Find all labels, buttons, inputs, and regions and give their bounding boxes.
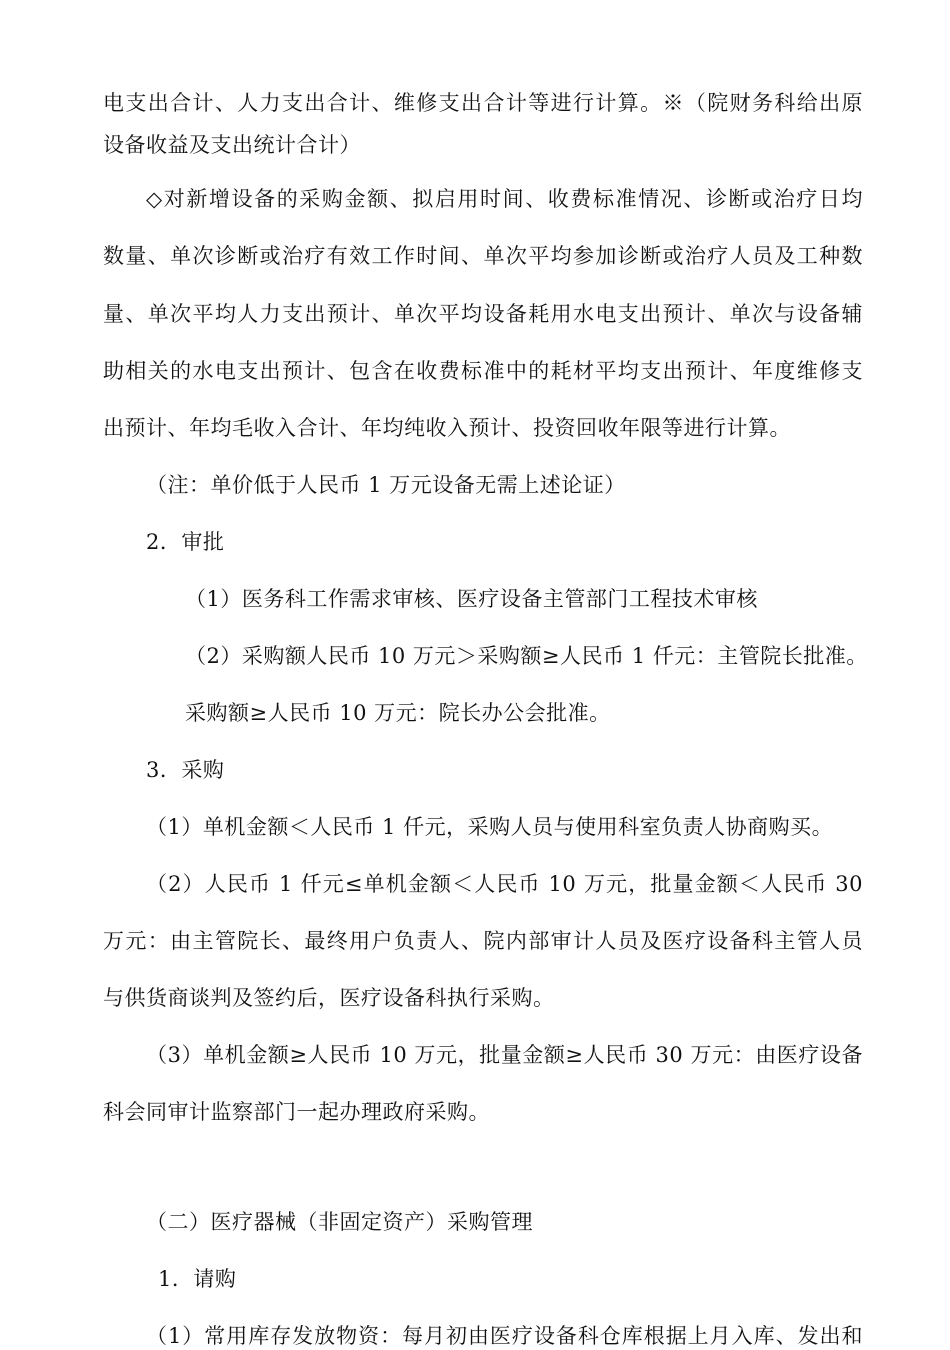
list-item: （2）采购额人民币 10 万元＞采购额≥人民币 1 仟元：主管院长批准。 xyxy=(185,644,868,668)
list-item: （1）医务科工作需求审核、医疗设备主管部门工程技术审核 xyxy=(185,587,758,611)
note-line: （注：单价低于人民币 1 万元设备无需上述论证） xyxy=(146,473,626,497)
paragraph-line: 设备收益及支出统计合计） xyxy=(103,133,361,157)
list-item: （2）人民币 1 仟元≤单机金额＜人民币 10 万元，批量金额＜人民币 30 xyxy=(146,872,863,896)
paragraph-line: 出预计、年均毛收入合计、年均纯收入预计、投资回收年限等进行计算。 xyxy=(103,416,791,440)
list-item: （1）单机金额＜人民币 1 仟元，采购人员与使用科室负责人协商购买。 xyxy=(146,815,834,839)
paragraph-line: 万元：由主管院长、最终用户负责人、院内部审计人员及医疗设备科主管人员 xyxy=(103,929,863,953)
paragraph-line: 科会同审计监察部门一起办理政府采购。 xyxy=(103,1100,490,1124)
paragraph-line: 量、单次平均人力支出预计、单次平均设备耗用水电支出预计、单次与设备辅 xyxy=(103,302,863,326)
list-item: （1）常用库存发放物资：每月初由医疗设备科仓库根据上月入库、发出和 xyxy=(146,1324,863,1348)
paragraph-line: 助相关的水电支出预计、包含在收费标准中的耗材平均支出预计、年度维修支 xyxy=(103,359,863,383)
paragraph-line: 数量、单次诊断或治疗有效工作时间、单次平均参加诊断或治疗人员及工种数 xyxy=(103,244,863,268)
section-heading: （二）医疗器械（非固定资产）采购管理 xyxy=(146,1210,533,1234)
section-heading: 3．采购 xyxy=(146,758,225,782)
list-item: （3）单机金额≥人民币 10 万元，批量金额≥人民币 30 万元：由医疗设备 xyxy=(146,1043,863,1067)
section-heading: 1．请购 xyxy=(158,1267,237,1291)
section-heading: 2．审批 xyxy=(146,530,225,554)
paragraph-line: 电支出合计、人力支出合计、维修支出合计等进行计算。※（院财务科给出原 xyxy=(103,91,863,115)
list-item: 采购额≥人民币 10 万元：院长办公会批准。 xyxy=(185,701,611,725)
paragraph-line: 与供货商谈判及签约后，医疗设备科执行采购。 xyxy=(103,986,555,1010)
paragraph-line: ◇对新增设备的采购金额、拟启用时间、收费标准情况、诊断或治疗日均 xyxy=(146,187,863,211)
